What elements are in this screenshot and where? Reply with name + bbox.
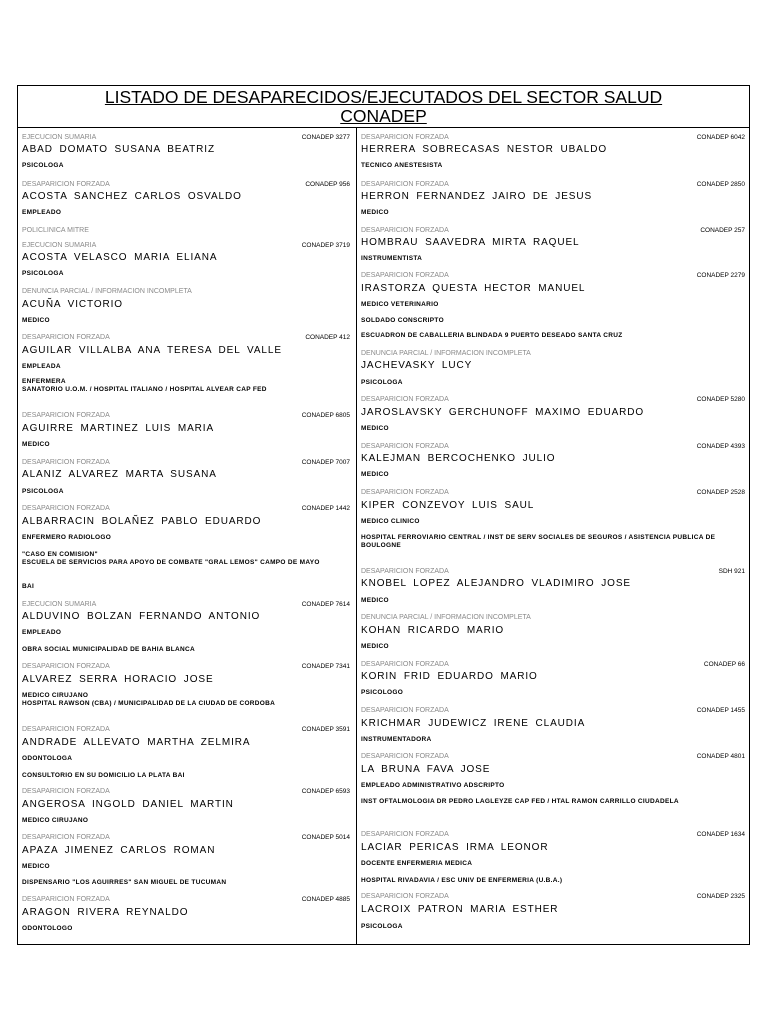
record-code: CONADEP 66 xyxy=(703,661,745,668)
record-detail-line: MEDICO xyxy=(22,441,50,448)
record-detail-line: BAI xyxy=(22,583,35,590)
record-code: CONADEP 7614 xyxy=(301,601,350,608)
record-name: ABAD DOMATO SUSANA BEATRIZ xyxy=(22,144,215,155)
record-name: LACROIX PATRON MARIA ESTHER xyxy=(361,904,559,915)
record-status: DESAPARICION FORZADA xyxy=(361,707,449,714)
record-name: ANDRADE ALLEVATO MARTHA ZELMIRA xyxy=(22,737,251,748)
record-status: DESAPARICION FORZADA xyxy=(22,834,110,841)
record-status: DESAPARICION FORZADA xyxy=(361,568,449,575)
record-detail-line: PSICOLOGO xyxy=(361,689,404,696)
record-detail-line: PSICOLOGA xyxy=(22,488,64,495)
record-name: ALVAREZ SERRA HORACIO JOSE xyxy=(22,674,214,685)
column-divider xyxy=(356,128,357,945)
record-detail-line: PSICOLOGA xyxy=(361,379,403,386)
record-detail-line: EMPLEADO ADMINISTRATIVO ADSCRIPTO xyxy=(361,782,505,789)
record-detail-line: SOLDADO CONSCRIPTO xyxy=(361,317,444,324)
record-status: DESAPARICION FORZADA xyxy=(22,896,110,903)
record-status: EJECUCION SUMARIA xyxy=(22,242,97,249)
record-status: DESAPARICION FORZADA xyxy=(361,893,449,900)
record-status: EJECUCION SUMARIA xyxy=(22,601,97,608)
record-code: CONADEP 2279 xyxy=(696,272,745,279)
record-name: ARAGON RIVERA REYNALDO xyxy=(22,907,189,918)
record-code: CONADEP 2528 xyxy=(696,489,745,496)
record-name: AGUILAR VILLALBA ANA TERESA DEL VALLE xyxy=(22,345,282,356)
record-detail-line: EMPLEADA xyxy=(22,363,61,370)
record-status: DESAPARICION FORZADA xyxy=(361,753,449,760)
record-detail-line: EMPLEADO xyxy=(22,209,62,216)
record-detail-line: HOSPITAL RAWSON (CBA) / MUNICIPALIDAD DE LA CIUDAD DE CORDOBA xyxy=(22,700,276,707)
record-code: CONADEP 2325 xyxy=(696,893,745,900)
record-status: DENUNCIA PARCIAL / INFORMACION INCOMPLETA xyxy=(361,350,531,357)
record-name: AGUIRRE MARTINEZ LUIS MARIA xyxy=(22,423,215,434)
record-code: CONADEP 257 xyxy=(700,227,745,234)
record-name: ALBARRACIN BOLAÑEZ PABLO EDUARDO xyxy=(22,516,262,527)
record-detail-line: CONSULTORIO EN SU DOMICILIO LA PLATA BAI xyxy=(22,772,185,779)
record-detail-line: MEDICO xyxy=(361,425,389,432)
record-status: DENUNCIA PARCIAL / INFORMACION INCOMPLETA xyxy=(361,614,531,621)
record-name: ALANIZ ALVAREZ MARTA SUSANA xyxy=(22,469,217,480)
record-name: ANGEROSA INGOLD DANIEL MARTIN xyxy=(22,799,234,810)
record-code: CONADEP 1442 xyxy=(301,505,350,512)
record-name: ALDUVINO BOLZAN FERNANDO ANTONIO xyxy=(22,611,261,622)
record-code: CONADEP 5280 xyxy=(696,396,745,403)
record-detail-line: TECNICO ANESTESISTA xyxy=(361,162,443,169)
record-status: DESAPARICION FORZADA xyxy=(361,661,449,668)
record-status: DESAPARICION FORZADA xyxy=(22,334,110,341)
record-detail-line: ENFERMERO RADIOLOGO xyxy=(22,534,112,541)
record-name: IRASTORZA QUESTA HECTOR MANUEL xyxy=(361,283,586,294)
record-name: HERRERA SOBRECASAS NESTOR UBALDO xyxy=(361,144,608,155)
record-name: KNOBEL LOPEZ ALEJANDRO VLADIMIRO JOSE xyxy=(361,578,631,589)
record-name: LACIAR PERICAS IRMA LEONOR xyxy=(361,842,549,853)
record-detail-line: MEDICO CIRUJANO xyxy=(22,817,89,824)
title-line-1: LISTADO DE DESAPARECIDOS/EJECUTADOS DEL SECTOR SALUD xyxy=(104,87,663,107)
record-detail-line: MEDICO xyxy=(22,863,50,870)
record-name: KRICHMAR JUDEWICZ IRENE CLAUDIA xyxy=(361,718,586,729)
record-code: CONADEP 4393 xyxy=(696,443,745,450)
record-status: DESAPARICION FORZADA xyxy=(361,181,449,188)
record-detail-line: MEDICO VETERINARIO xyxy=(361,301,439,308)
record-name: HERRON FERNANDEZ JAIRO DE JESUS xyxy=(361,191,593,202)
record-detail-line: ODONTOLOGA xyxy=(22,755,73,762)
record-detail-line: MEDICO CIRUJANO xyxy=(22,692,89,699)
record-code: CONADEP 4801 xyxy=(696,753,745,760)
record-status: POLICLINICA MITRE xyxy=(22,227,89,234)
record-detail-line: PSICOLOGA xyxy=(22,270,64,277)
record-status: DESAPARICION FORZADA xyxy=(361,227,449,234)
record-code: CONADEP 3591 xyxy=(301,726,350,733)
record-detail-line: ENFERMERA xyxy=(22,378,66,385)
record-name: KORIN FRID EDUARDO MARIO xyxy=(361,671,538,682)
record-code: CONADEP 3277 xyxy=(301,134,350,141)
record-code: CONADEP 6805 xyxy=(301,412,350,419)
record-detail-line: INSTRUMENTISTA xyxy=(361,255,423,262)
record-code: CONADEP 6042 xyxy=(696,134,745,141)
record-detail-line: "CASO EN COMISION" xyxy=(22,551,98,558)
record-detail-line: MEDICO xyxy=(361,597,389,604)
record-status: DENUNCIA PARCIAL / INFORMACION INCOMPLETA xyxy=(22,288,192,295)
record-status: DESAPARICION FORZADA xyxy=(22,459,110,466)
record-code: SDH 921 xyxy=(718,568,745,575)
record-name: KOHAN RICARDO MARIO xyxy=(361,625,505,636)
record-status: DESAPARICION FORZADA xyxy=(22,505,110,512)
record-code: CONADEP 1455 xyxy=(696,707,745,714)
record-name: ACOSTA SANCHEZ CARLOS OSVALDO xyxy=(22,191,242,202)
record-status: DESAPARICION FORZADA xyxy=(361,272,449,279)
record-detail-line: PSICOLOGA xyxy=(22,162,64,169)
record-detail-line: SANATORIO U.O.M. / HOSPITAL ITALIANO / HOSPITAL ALVEAR CAP FED xyxy=(22,386,267,393)
record-detail-line: ODONTOLOGO xyxy=(22,925,73,932)
record-name: KIPER CONZEVOY LUIS SAUL xyxy=(361,500,535,511)
record-detail-line: DOCENTE ENFERMERIA MEDICA xyxy=(361,860,473,867)
record-detail-line: OBRA SOCIAL MUNICIPALIDAD DE BAHIA BLANCA xyxy=(22,646,195,653)
record-code: CONADEP 7341 xyxy=(301,663,350,670)
record-name: HOMBRAU SAAVEDRA MIRTA RAQUEL xyxy=(361,237,580,248)
record-status: DESAPARICION FORZADA xyxy=(361,489,449,496)
record-status: DESAPARICION FORZADA xyxy=(22,412,110,419)
record-code: CONADEP 7007 xyxy=(301,459,350,466)
record-detail-line: INST OFTALMOLOGIA DR PEDRO LAGLEYZE CAP FED / HTAL RAMON CARRILLO CIUDADELA xyxy=(361,798,679,805)
record-code: CONADEP 412 xyxy=(305,334,350,341)
record-status: DESAPARICION FORZADA xyxy=(22,181,110,188)
record-name: APAZA JIMENEZ CARLOS ROMAN xyxy=(22,845,216,856)
record-name: JACHEVASKY LUCY xyxy=(361,360,473,371)
record-name: ACOSTA VELASCO MARIA ELIANA xyxy=(22,252,218,263)
record-detail-line: MEDICO xyxy=(361,643,389,650)
record-code: CONADEP 1634 xyxy=(696,831,745,838)
record-status: DESAPARICION FORZADA xyxy=(361,134,449,141)
record-detail-line: EMPLEADO xyxy=(22,629,62,636)
record-detail-line: ESCUELA DE SERVICIOS PARA APOYO DE COMBATE "GRAL LEMOS" CAMPO DE MAYO xyxy=(22,559,320,566)
record-status: DESAPARICION FORZADA xyxy=(361,831,449,838)
record-detail-line: MEDICO xyxy=(361,209,389,216)
record-detail-line: PSICOLOGA xyxy=(361,923,403,930)
record-code: CONADEP 6593 xyxy=(301,788,350,795)
record-name: JAROSLAVSKY GERCHUNOFF MAXIMO EDUARDO xyxy=(361,407,645,418)
record-code: CONADEP 2850 xyxy=(696,181,745,188)
record-detail-line: INSTRUMENTADORA xyxy=(361,736,432,743)
record-code: CONADEP 3719 xyxy=(301,242,350,249)
record-detail-line: MEDICO xyxy=(22,317,50,324)
record-detail-line: ESCUADRON DE CABALLERIA BLINDADA 9 PUERTO DESEADO SANTA CRUZ xyxy=(361,332,623,339)
document-title xyxy=(18,86,749,128)
record-detail-line: MEDICO xyxy=(361,471,389,478)
record-name: ACUÑA VICTORIO xyxy=(22,299,123,310)
record-status: DESAPARICION FORZADA xyxy=(22,788,110,795)
record-detail-line: MEDICO CLINICO xyxy=(361,518,420,525)
record-code: CONADEP 4885 xyxy=(301,896,350,903)
record-name: LA BRUNA FAVA JOSE xyxy=(361,764,491,775)
record-code: CONADEP 5014 xyxy=(301,834,350,841)
record-detail-line: HOSPITAL FERROVIARIO CENTRAL / INST DE SERV SOCIALES DE SEGUROS / ASISTENCIA PUBLICA DE BOULOGNE xyxy=(361,534,716,549)
title-line-2: CONADEP xyxy=(340,106,427,126)
record-detail-line: DISPENSARIO "LOS AGUIRRES" SAN MIGUEL DE TUCUMAN xyxy=(22,879,227,886)
record-status: DESAPARICION FORZADA xyxy=(361,396,449,403)
record-status: EJECUCION SUMARIA xyxy=(22,134,97,141)
record-code: CONADEP 956 xyxy=(305,181,350,188)
record-status: DESAPARICION FORZADA xyxy=(22,726,110,733)
record-name: KALEJMAN BERCOCHENKO JULIO xyxy=(361,453,556,464)
document-frame xyxy=(17,85,750,945)
record-status: DESAPARICION FORZADA xyxy=(361,443,449,450)
record-detail-line: HOSPITAL RIVADAVIA / ESC UNIV DE ENFERMERIA (U.B.A.) xyxy=(361,877,563,884)
record-status: DESAPARICION FORZADA xyxy=(22,663,110,670)
